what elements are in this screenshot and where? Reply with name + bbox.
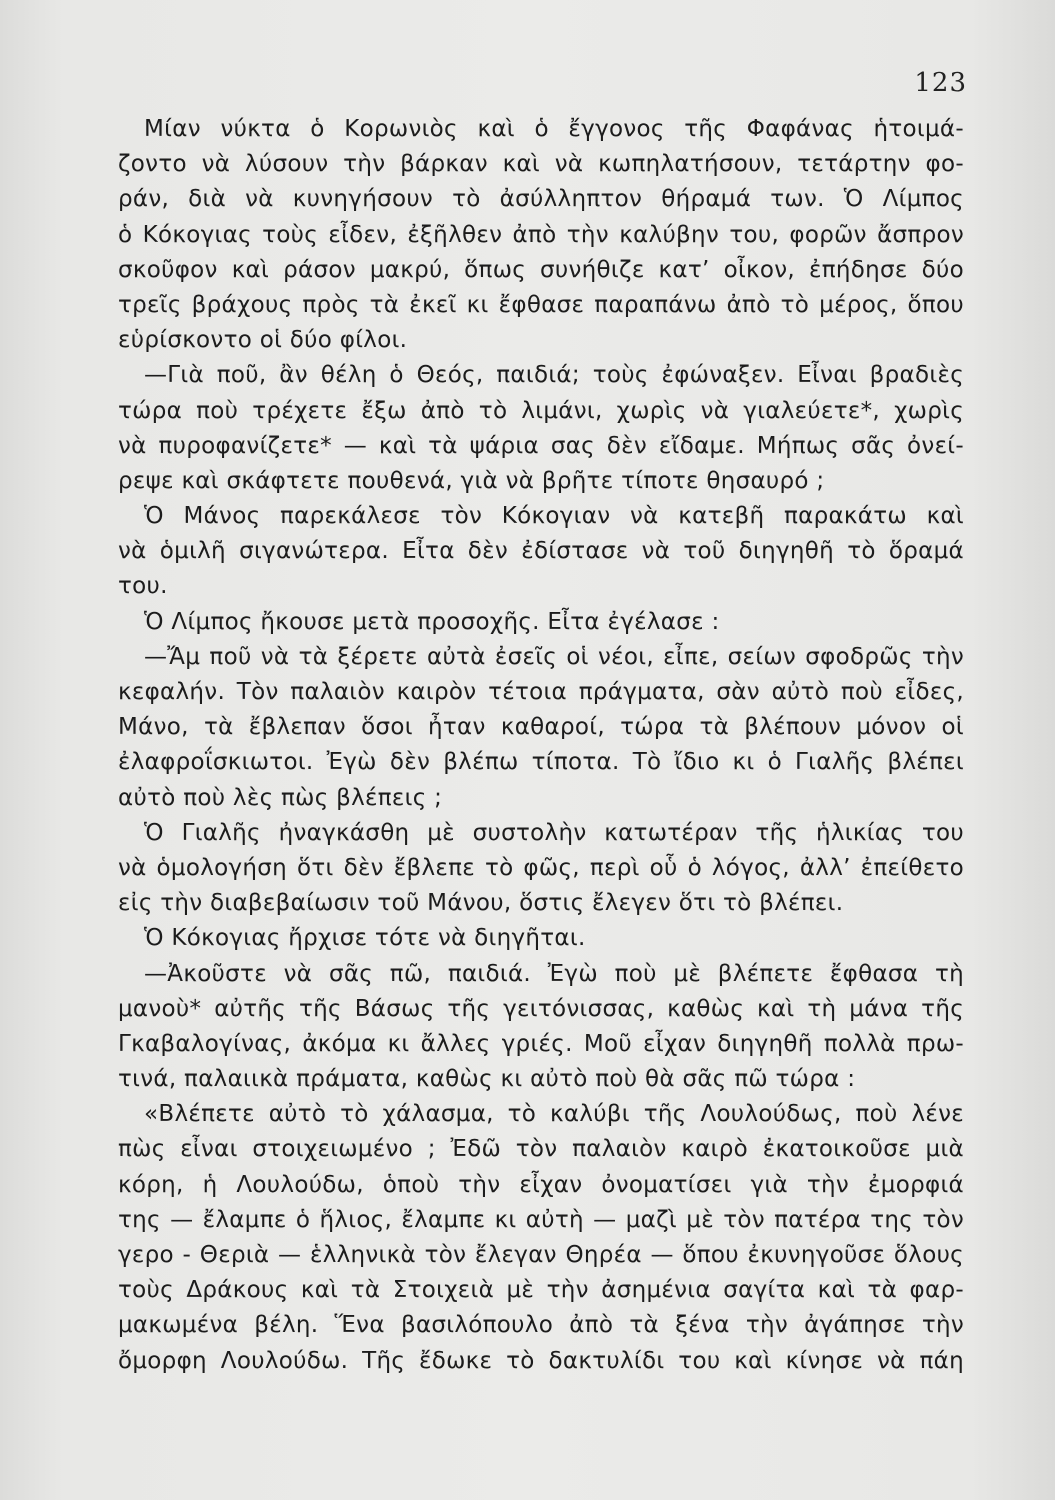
text-line: αὐτὸ ποὺ λὲς πὼς βλέπεις ; [118,784,443,811]
text-line: νὰ ὁμολογήση ὅτι δὲν ἔβλεπε τὸ φῶς, περὶ οὗ ὁ λόγος, ἀλλ’ ἐπείθετο [118,854,964,881]
text-line: Ὁ Κόκογιας ἤρχισε τότε νὰ διηγῆται. [144,925,586,952]
text-line: —Γιὰ ποῦ, ἂν θέλη ὁ Θεός, παιδιά; τοὺς ἐφώναξεν. Εἶναι βραδιὲς [144,362,964,389]
text-line: «Βλέπετε αὐτὸ τὸ χάλασμα, τὸ καλύβι τῆς Λουλούδως, ποὺ λένε [144,1101,964,1128]
text-line: μανοὺ* αὐτῆς τῆς Βάσως τῆς γειτόνισσας, καθὼς καὶ τὴ μάνα τῆς [118,995,964,1022]
text-line: πὼς εἶναι στοιχειωμένο ; Ἐδῶ τὸν παλαιὸν καιρὸ ἐκατοικοῦσε μιὰ [118,1136,964,1163]
text-line: τινά, παλαιικὰ πράματα, καθὼς κι αὐτὸ ποὺ θὰ σᾶς πῶ τώρα : [118,1066,856,1093]
text-line: ζοντο νὰ λύσουν τὴν βάρκαν καὶ νὰ κωπηλατήσουν, τετάρτην φο- [118,151,964,178]
text-line: ρεψε καὶ σκάφτετε πουθενά, γιὰ νὰ βρῆτε τίποτε θησαυρό ; [118,467,825,494]
text-line: μακωμένα βέλη. Ἕνα βασιλόπουλο ἀπὸ τὰ ξένα τὴν ἀγάπησε τὴν [118,1312,964,1339]
text-line: νὰ ὁμιλῆ σιγανώτερα. Εἶτα δὲν ἐδίστασε νὰ τοῦ διηγηθῆ τὸ ὅραμά [118,538,964,565]
text-line: Ὁ Λίμπος ἤκουσε μετὰ προσοχῆς. Εἶτα ἐγέλασε : [144,608,720,635]
text-line: Μάνο, τὰ ἔβλεπαν ὅσοι ἦταν καθαροί, τώρα τὰ βλέπουν μόνον οἱ [118,714,964,741]
text-line: σκοῦφον καὶ ράσον μακρύ, ὅπως συνήθιζε κατ’ οἶκον, ἐπήδησε δύο [118,256,964,283]
body-text [118,112,964,1379]
text-line: τοὺς Δράκους καὶ τὰ Στοιχειὰ μὲ τὴν ἀσημένια σαγίτα καὶ τὰ φαρ- [118,1277,964,1304]
text-line: νὰ πυροφανίζετε* — καὶ τὰ ψάρια σας δὲν εἴδαμε. Μήπως σᾶς ὀνεί- [118,432,964,459]
page-number: 123 [914,68,967,98]
text-line: τώρα ποὺ τρέχετε ἔξω ἀπὸ τὸ λιμάνι, χωρὶς νὰ γιαλεύετε*, χωρὶς [118,397,964,424]
text-line: του. [118,573,168,600]
text-line: —Ἀκοῦστε νὰ σᾶς πῶ, παιδιά. Ἐγὼ ποὺ μὲ βλέπετε ἔφθασα τὴ [144,960,964,987]
text-line: της — ἔλαμπε ὁ ἥλιος, ἔλαμπε κι αὐτὴ — μαζὶ μὲ τὸν πατέρα της τὸν [118,1206,964,1233]
text-line: ράν, διὰ νὰ κυνηγήσουν τὸ ἀσύλληπτον θήραμά των. Ὁ Λίμπος [118,186,964,213]
text-line: κεφαλήν. Τὸν παλαιὸν καιρὸν τέτοια πράγματα, σὰν αὐτὸ ποὺ εἶδες, [118,679,964,705]
text-line: Γκαβαλογίνας, ἀκόμα κι ἄλλες γριές. Μοῦ εἶχαν διηγηθῆ πολλὰ πρω- [118,1030,964,1057]
text-line: ὁ Κόκογιας τοὺς εἶδεν, ἐξῆλθεν ἀπὸ τὴν καλύβην του, φορῶν ἄσπρον [118,221,964,248]
text-line: Μίαν νύκτα ὁ Κορωνιὸς καὶ ὁ ἔγγονος τῆς Φαφάνας ἡτοιμά- [144,116,964,142]
text-line: Ὁ Μάνος παρεκάλεσε τὸν Κόκογιαν νὰ κατεβῆ παρακάτω καὶ [144,503,964,530]
text-line: ἐλαφροΐσκιωτοι. Ἐγὼ δὲν βλέπω τίποτα. Τὸ ἴδιο κι ὁ Γιαλῆς βλέπει [118,749,964,776]
text-line: τρεῖς βράχους πρὸς τὰ ἐκεῖ κι ἔφθασε παραπάνω ἀπὸ τὸ μέρος, ὅπου [118,291,964,318]
text-line: κόρη, ἡ Λουλούδω, ὁποὺ τὴν εἶχαν ὀνοματίσει γιὰ τὴν ἐμορφιά [118,1171,964,1198]
text-line: εὑρίσκοντο οἱ δύο φίλοι. [118,327,408,354]
text-line: —Ἄμ ποῦ νὰ τὰ ξέρετε αὐτὰ ἐσεῖς οἱ νέοι, εἶπε, σείων σφοδρῶς τὴν [144,643,964,670]
text-line: Ὁ Γιαλῆς ἠναγκάσθη μὲ συστολὴν κατωτέραν τῆς ἡλικίας του [144,819,964,846]
text-line: γερο - Θεριὰ — ἑλληνικὰ τὸν ἔλεγαν Θηρέα — ὅπου ἐκυνηγοῦσε ὅλους [118,1242,964,1268]
text-line: ὄμορφη Λουλούδω. Τῆς ἔδωκε τὸ δακτυλίδι του καὶ κίνησε νὰ πάη [118,1347,964,1374]
text-line: εἰς τὴν διαβεβαίωσιν τοῦ Μάνου, ὅστις ἔλεγεν ὅτι τὸ βλέπει. [118,890,844,917]
